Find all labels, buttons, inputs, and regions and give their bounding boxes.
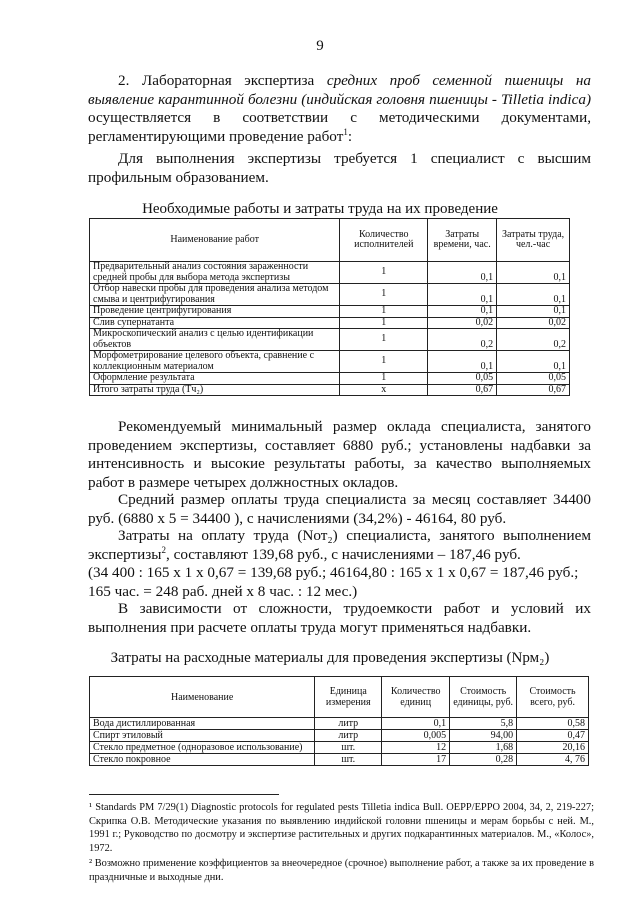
t1-header-labor: Затраты труда, чел.-час: [497, 219, 570, 262]
t2-cell-unit-cost: 94,00: [450, 730, 517, 742]
t2-cell-name: Стекло предметное (одноразовое использование): [90, 742, 315, 754]
footnote-ref-1: 1: [343, 126, 348, 137]
footnote-1: ¹ Standards PM 7/29(1) Diagnostic protocols for regulated pests Tilletia indica Bull. OEPP/EPPO 2004, 34, 2, 219-227; Скрипка О.В. Методические указания по выявлению индийской головни пшеницы и мерам борьбы с ней. М., 1991 г.; Руководство по досмотру и экспертизе растительных и других подкарантинных материалов. М., «Колос», 1972.: [89, 802, 594, 854]
paragraph-specialist: Для выполнения экспертизы требуется 1 специалист с высшим профильным образованием.: [88, 150, 591, 186]
t1-cell-executors: 1: [340, 329, 428, 351]
t1-cell-work: Оформление результата: [90, 373, 340, 385]
t1-cell-labor: 0,1: [497, 306, 570, 318]
t1-row: [90, 284, 570, 306]
paragraph-monthly-pay: Средний размер оплаты труда специалиста за месяц составляет 34400 руб. (6880 х 5 = 34400 ), с начислениями (34,2%) - 46164, 80 руб.: [88, 491, 591, 527]
t1-cell-labor: 0,02: [497, 317, 570, 329]
t1-row: [90, 373, 570, 385]
t1-cell-work: Отбор навески пробы для проведения анализа методом смыва и центрифугирования: [90, 284, 340, 306]
t1-cell-executors: 1: [340, 284, 428, 306]
t1-cell-time: 0,1: [428, 262, 497, 284]
t1-cell-executors: 1: [340, 262, 428, 284]
footnote-2: ² Возможно применение коэффициентов за внеочередное (срочное) выполнение работ, а также за их проведение в праздничные и выходные дни.: [89, 858, 594, 883]
t2-header-qty: Количество единиц: [382, 677, 450, 718]
t1-cell-labor: 0,1: [497, 262, 570, 284]
t1-cell-time: 0,2: [428, 329, 497, 351]
paragraph-calculation: (34 400 : 165 х 1 х 0,67 = 139,68 руб.; 46164,80 : 165 х 1 х 0,67 = 187,46 руб.; 165 час. = 248 раб. дней х 8 час. : 12 мес.): [88, 564, 579, 600]
t1-cell-work: Микроскопический анализ с целью идентификации объектов: [90, 329, 340, 351]
t1-cell-time: 0,1: [428, 306, 497, 318]
t1-cell-labor: 0,67: [497, 384, 570, 396]
t1-cell-labor: 0,05: [497, 373, 570, 385]
t2-cell-unit-cost: 0,28: [450, 754, 517, 766]
t2-cell-total-cost: 20,16: [517, 742, 589, 754]
footnote-ref-2: 2: [161, 544, 166, 555]
t2-cell-qty: 17: [382, 754, 450, 766]
t1-cell-executors: 1: [340, 317, 428, 329]
footnote-divider: [89, 794, 279, 795]
t1-cell-executors: 1: [340, 373, 428, 385]
t1-cell-executors: 1: [340, 351, 428, 373]
t1-row: [90, 306, 570, 318]
labor-cost-table: [89, 218, 570, 396]
t1-cell-work: Морфометрирование целевого объекта, сравнение с коллекционным материалом: [90, 351, 340, 373]
t2-cell-unit-cost: 5,8: [450, 718, 517, 730]
t2-header-unit-cost: Стоимость единицы, руб.: [450, 677, 517, 718]
t1-cell-labor: 0,1: [497, 284, 570, 306]
t1-row: [90, 351, 570, 373]
t2-cell-unit-cost: 1,68: [450, 742, 517, 754]
t1-cell-labor: 0,1: [497, 351, 570, 373]
t2-row: [90, 718, 589, 730]
t1-cell-time: 0,02: [428, 317, 497, 329]
t1-header-executors: Количество исполнителей: [340, 219, 428, 262]
paragraph-labor-cost-start: Затраты на оплату труда (Nот₂) специалиста, занятого выполнением экспертизы: [88, 527, 591, 563]
t1-cell-time: 0,1: [428, 284, 497, 306]
t2-row: [90, 730, 589, 742]
t2-cell-unit: литр: [315, 730, 382, 742]
paragraph-lab-expertise-rest: осуществляется в соответствии с методическими документами, регламентирующими проведение работ: [88, 109, 591, 145]
table1-caption: Необходимые работы и затраты труда на их проведение: [142, 201, 498, 217]
paragraph-allowances: В зависимости от сложности, трудоемкости работ и условий их выполнения при расчете оплаты труда могут применяться надбавки.: [88, 600, 591, 636]
t2-cell-total-cost: 0,47: [517, 730, 589, 742]
materials-cost-table: [89, 676, 589, 766]
t2-row: [90, 754, 589, 766]
t2-cell-name: Вода дистиллированная: [90, 718, 315, 730]
t1-cell-work: Проведение центрифугирования: [90, 306, 340, 318]
t2-cell-name: Стекло покровное: [90, 754, 315, 766]
t1-header-time: Затраты времени, час.: [428, 219, 497, 262]
paragraph-lab-expertise-end: :: [347, 127, 353, 145]
materials-cost-table-body: [90, 718, 589, 766]
t2-cell-name: Спирт этиловый: [90, 730, 315, 742]
table2-caption: Затраты на расходные материалы для проведения экспертизы (Nрм₂): [110, 650, 550, 666]
t2-cell-qty: 12: [382, 742, 450, 754]
t2-cell-total-cost: 4, 76: [517, 754, 589, 766]
t1-cell-work: Слив супернатанта: [90, 317, 340, 329]
t2-header-name: Наименование: [90, 677, 315, 718]
page-number: 9: [316, 38, 324, 54]
t1-cell-work: Предварительный анализ состояния зараженности средней пробы для выбора метода экспертизы: [90, 262, 340, 284]
t2-cell-qty: 0,1: [382, 718, 450, 730]
t1-cell-labor: 0,2: [497, 329, 570, 351]
t2-cell-qty: 0,005: [382, 730, 450, 742]
t1-header-work: Наименование работ: [90, 219, 340, 262]
t2-cell-unit: шт.: [315, 742, 382, 754]
paragraph-lab-expertise: [88, 72, 591, 146]
t2-cell-total-cost: 0,58: [517, 718, 589, 730]
t2-cell-unit: шт.: [315, 754, 382, 766]
t1-row: [90, 384, 570, 396]
t1-cell-time: 0,1: [428, 351, 497, 373]
t1-cell-time: 0,05: [428, 373, 497, 385]
labor-cost-table-body: [90, 262, 570, 396]
t1-cell-work: Итого затраты труда (Тч₂): [90, 384, 340, 396]
paragraph-labor-cost-end: , составляют 139,68 руб., с начислениями – 187,46 руб.: [166, 545, 521, 563]
t2-cell-unit: литр: [315, 718, 382, 730]
t2-header-total-cost: Стоимость всего, руб.: [517, 677, 589, 718]
paragraph-lab-expertise-start: 2. Лабораторная экспертиза: [118, 72, 327, 89]
t1-row: [90, 262, 570, 284]
t1-cell-executors: 1: [340, 306, 428, 318]
t1-row: [90, 329, 570, 351]
t2-header-unit: Единица измерения: [315, 677, 382, 718]
paragraph-salary: Рекомендуемый минимальный размер оклада специалиста, занятого проведением экспертизы, составляет 6880 руб.; установлены надбавки за интенсивность и высокие результаты работы, за качество выполняемых работ в размере четырех должностных окладов.: [88, 418, 591, 491]
t1-row: [90, 317, 570, 329]
t2-row: [90, 742, 589, 754]
t1-cell-executors: x: [340, 384, 428, 396]
paragraph-labor-cost: [88, 527, 591, 564]
paragraph-lab-expertise-italic: средних проб семенной пшеницы на выявление карантинной болезни (индийская головня пшеницы - Tilletia indica): [88, 72, 591, 108]
t1-cell-time: 0,67: [428, 384, 497, 396]
